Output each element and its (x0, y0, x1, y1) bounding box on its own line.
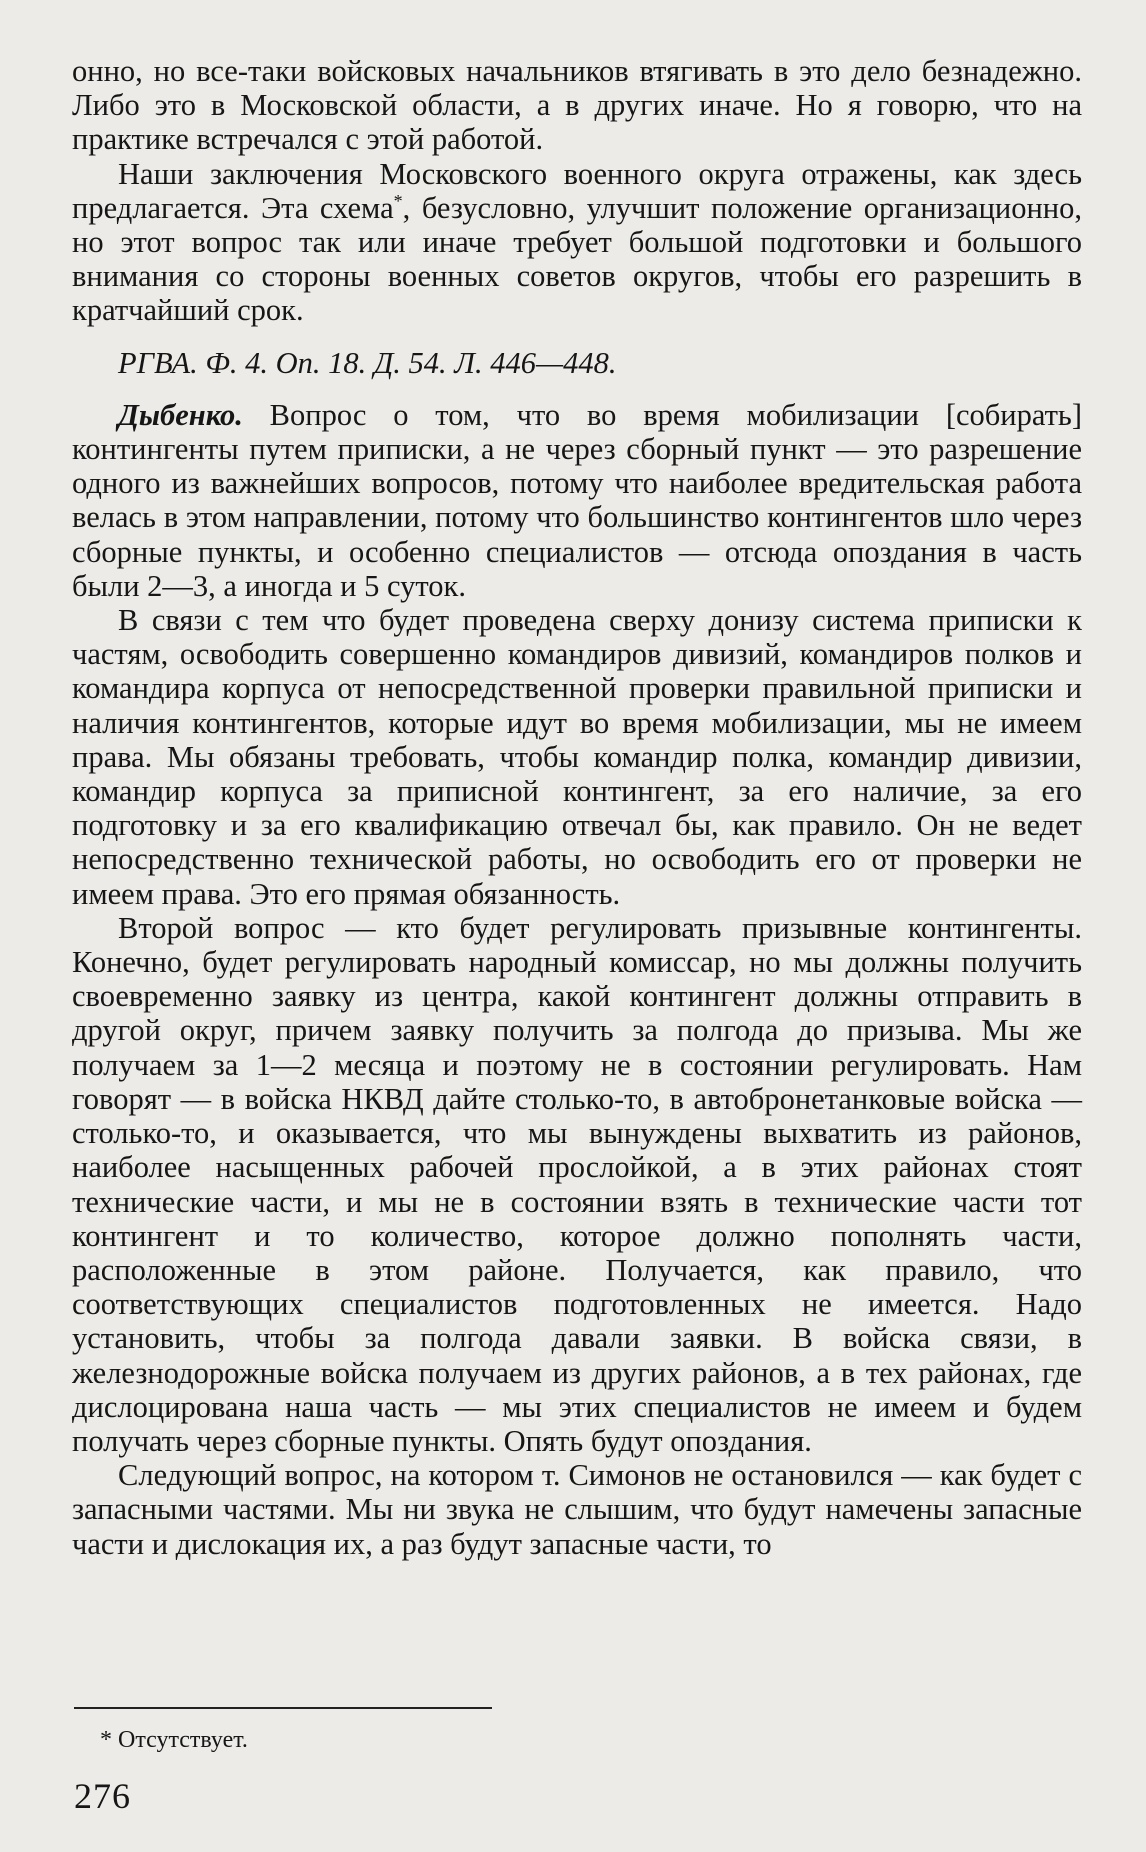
paragraph-second-question: Второй вопрос — кто будет регулировать призывные контингенты. Конечно, будет регулировать народный комиссар, но мы должны получить своевременно заявку из центра, какой контингент должны отправить в другой округ, причем заявку получить за полгода до призыва. Мы же получаем за 1—2 месяца и поэтому не в состоянии регулировать. Нам говорят — в войска НКВД дайте столько-то, в автобронетанковые войска — столько-то, и оказывается, что мы вынуждены выхватить из районов, наиболее насыщенных рабочей прослойкой, а в этих районах стоят технические части, и мы не в состоянии взять в технические части тот контингент и то количество, которое должно пополнять части, расположенные в этом районе. Получается, как правило, что соответствующих специалистов подготовленных не имеется. Надо установить, чтобы за полгода давали заявки. В войска связи, в железнодорожные войска получаем из других районов, а в тех районах, где дислоцирована наша часть — мы этих специалистов не имеем и будем получать через сборные пункты. Опять будут опоздания. (72, 910, 1082, 1458)
paragraph-next-question: Следующий вопрос, на котором т. Симонов не остановился — как будет с запасными частями. Мы ни звука не слышим, что будут намечены запасные части и дислокация их, а раз будут запасные части, то (72, 1458, 1082, 1561)
main-text (72, 54, 1082, 1561)
paragraph-speech-dybenko (72, 398, 1082, 603)
page-number: 276 (74, 1776, 131, 1816)
paragraph-text-end: , безусловно, улучшит положение организационно, но этот вопрос так или иначе требует большой подготовки и большого внимания со стороны военных советов округов, чтобы его разрешить в кратчайший срок. (72, 190, 1082, 328)
paragraph-assignment-system: В связи с тем что будет проведена сверху донизу система приписки к частям, освободить совершенно командиров дивизий, командиров полков и командира корпуса от непосредственной проверки правильной приписки и наличия контингентов, которые идут во время мобилизации, мы не имеем права. Мы обязаны требовать, чтобы командир полка, командир дивизии, командир корпуса за приписной контингент, за его наличие, за его подготовку и за его квалификацию отвечал бы, как правило. Он не ведет непосредственно технической работы, но освободить его от проверки не имеем права. Это его прямая обязанность. (72, 603, 1082, 911)
footnote: * Отсутствует. (100, 1727, 248, 1753)
paragraph-text-start: Наши заключения Московского военного округа отражены, как здесь предлагается. Эта схема (72, 156, 1082, 225)
paragraph-continuation: онно, но все-таки войсковых начальников втягивать в это дело безнадежно. Либо это в Московской области, а в других иначе. Но я говорю, что на практике встречался с этой работой. (72, 54, 1082, 157)
footnote-mark[interactable]: * (393, 190, 403, 211)
footnote-divider (74, 1707, 492, 1709)
paragraph-moscow-district (72, 157, 1082, 328)
speaker-name: Дыбенко. (118, 397, 243, 432)
archive-source-reference: РГВА. Ф. 4. Оп. 18. Д. 54. Л. 446—448. (118, 345, 617, 380)
speech-text: Вопрос о том, что во время мобилизации [собирать] контингенты путем приписки, а не через сборный пункт — это разрешение одного из важнейших вопросов, потому что наиболее вредительская работа велась в этом направлении, потому что большинство контингентов шло через сборные пункты, и особенно специалистов — отсюда опоздания в часть были 2—3, а иногда и 5 суток. (72, 397, 1082, 603)
